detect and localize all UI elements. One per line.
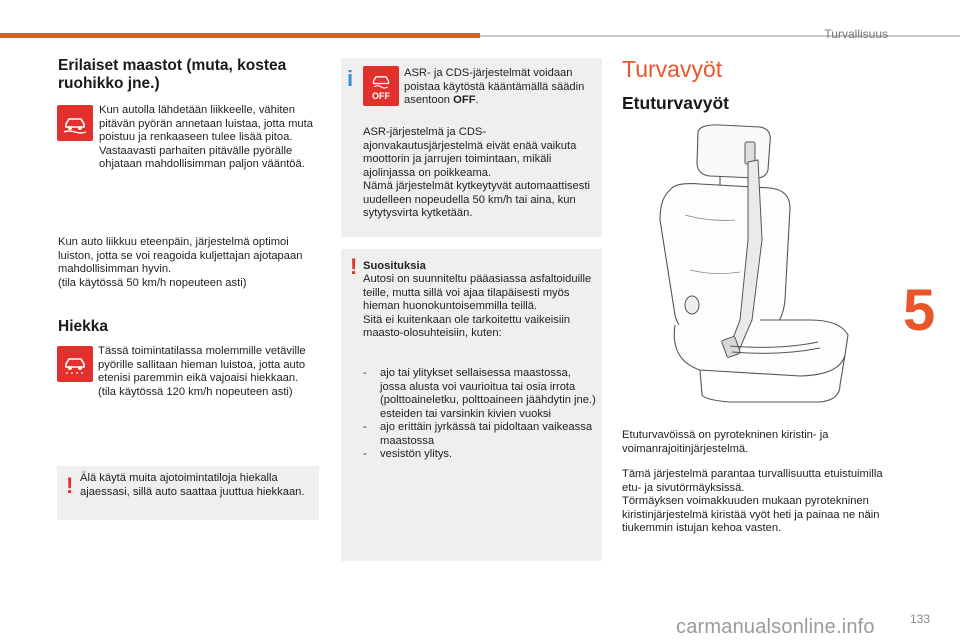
list-item: - vesistön ylitys.	[363, 448, 453, 460]
watermark: carmanualsonline.info	[676, 616, 875, 638]
recommendations-list	[363, 367, 600, 462]
header-accent-bar	[0, 33, 480, 38]
traction-mud-icon	[57, 105, 93, 141]
asr-off-icon	[363, 66, 399, 106]
traction-mud-icon-graphic	[61, 111, 89, 135]
section-title: Turvavyöt	[622, 56, 723, 82]
recommendations-text: Autosi on suunniteltu pääasiassa asfaltoiduille teille, mutta sillä voi ajaa tilapäisesti myös hieman huonokuntoisemmilla teillä. Sitä ei kuitenkaan ole tarkoitettu vaikeisiin maasto-olosuhteisiin, kuten:	[363, 273, 592, 339]
asr-info-text	[404, 67, 596, 108]
page-number: 133	[910, 612, 931, 626]
sand-text: Tässä toimintatilassa molemmille vetäville pyörille sallitaan hieman luistoa, jotta auto etenisi paremmin eikä vajoaisi hiekkaan. (tila käytössä 120 km/h nopeuteen asti)	[98, 345, 306, 398]
list-item-text: ajo erittäin jyrkässä tai pidoltaan vaikeassa maastossa	[380, 421, 593, 447]
mud-text-2: Kun auto liikkuu eteenpäin, järjestelmä optimoi luiston, jotta se voi reagoida kuljettajan ajotapaan mahdollisimman hyvin. (tila käytössä 50 km/h nopeuteen asti)	[58, 236, 303, 289]
list-item-text: vesistön ylitys.	[380, 448, 453, 460]
mud-title: Erilaiset maastot (muta, kostea ruohikko jne.)	[58, 57, 287, 92]
list-item: - ajo erittäin jyrkässä tai pidoltaan vaikeassa maastossa	[363, 421, 593, 447]
mud-text: Kun autolla lähdetään liikkeelle, vähiten pitävän pyörän annetaan luistaa, jotta muta poistuu ja renkaaseen tulee lisää pitoa. Vastaavasti parhaiten pitävälle pyörälle ohjataan mahdollisimman paljon vääntöä.	[99, 104, 313, 170]
list-item: - ajo tai ylitykset sellaisessa maastossa, jossa alusta voi vaurioitua tai osia irrota (polttoaineletku, polttoaineen jäähdytin jne.) esteiden tai varsinkin kivien vuoksi	[363, 367, 596, 420]
asr-off-label: OFF	[372, 91, 390, 101]
sand-warning-text: Älä käytä muita ajotoimintatiloja hiekalla ajaessasi, sillä auto saattaa juuttua hiekkaan.	[80, 472, 305, 498]
info-icon: i	[347, 66, 354, 91]
traction-sand-icon	[57, 346, 93, 382]
seatbelt-text-2: Tämä järjestelmä parantaa turvallisuutta etuistuimilla etu- ja sivutörmäyksissä. Törmäyksen voimakkuuden mukaan pyrotekninen kiristinjärjestelmä kiristää vyöt heti ja painaa ne näin tiukemmin istujan kehoa vasten.	[622, 468, 883, 534]
seat-belt-illustration	[640, 120, 870, 405]
traction-sand-icon-graphic	[61, 352, 89, 376]
header-rule	[480, 35, 960, 37]
warning-icon: !	[66, 473, 74, 498]
recommendations-title: Suosituksia	[363, 260, 426, 272]
chapter-number: 5	[903, 278, 936, 343]
asr-info-text-bold: OFF	[453, 94, 476, 106]
seatbelt-text-1: Etuturvavöissä on pyrotekninen kiristin- ja voimanrajoitinjärjestelmä.	[622, 429, 829, 455]
asr-info-text-pre: ASR- ja CDS-järjestelmät voidaan poistaa käytöstä kääntämällä säädin asentoon	[404, 67, 585, 106]
warning-icon-2: !	[350, 254, 358, 279]
subsection-title: Etuturvavyöt	[622, 93, 729, 113]
asr-info-text-post: .	[475, 94, 479, 106]
sand-title: Hiekka	[58, 318, 108, 335]
section-header: Turvallisuus	[824, 27, 888, 41]
asr-car-icon	[369, 71, 393, 91]
list-item-text: ajo tai ylitykset sellaisessa maastossa, jossa alusta voi vaurioitua tai osia irrota (polttoaineletku, polttoaineen jäähdytin jne.) esteiden tai varsinkin kivien vuoksi	[380, 367, 596, 420]
asr-info-text-2: ASR-järjestelmä ja CDS-ajonvakautusjärjestelmä eivät enää vaikuta moottorin ja jarrujen toimintaan, mikäli ajolinjassa on poikkeama. Nämä järjestelmät kytkeytyvät automaattisesti uudelleen nopeudella 50 km/h tai aina, kun sytytysvirta kytketään.	[363, 126, 590, 219]
